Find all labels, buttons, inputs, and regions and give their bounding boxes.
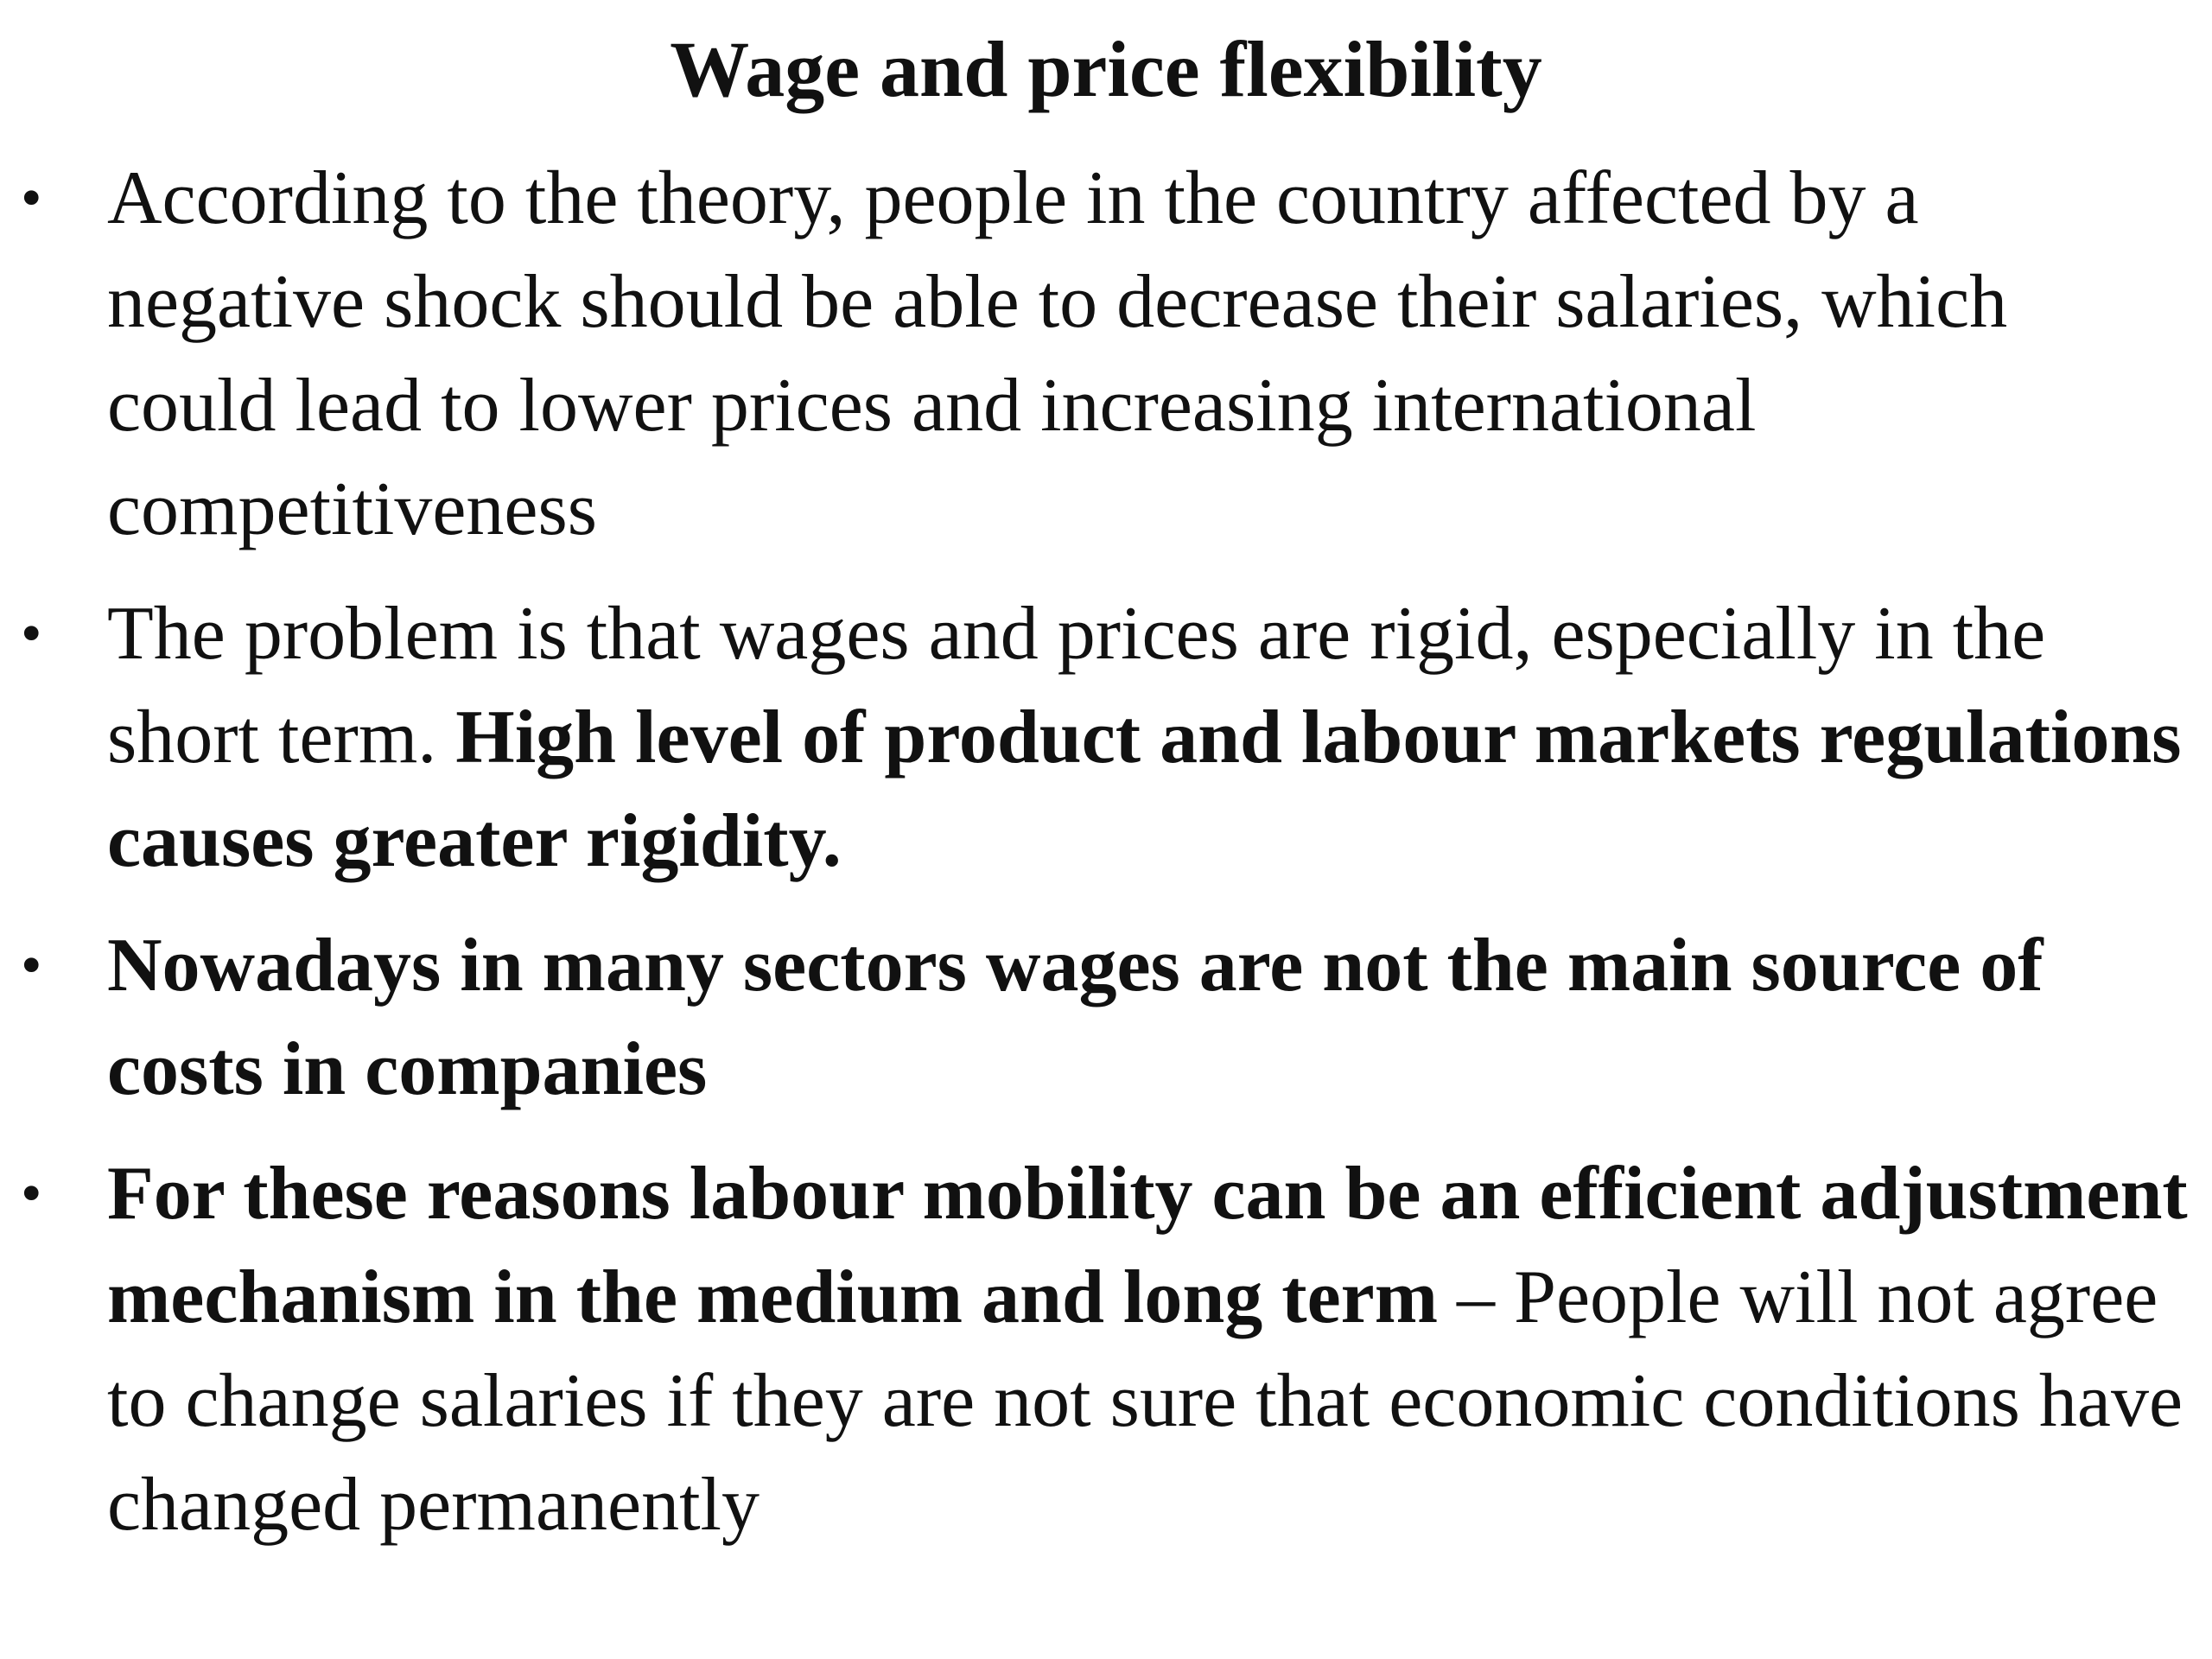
slide-title: Wage and price flexibility [670, 25, 1542, 113]
bullet-icon: • [21, 165, 42, 232]
bullet-icon: • [21, 932, 42, 999]
bullet-text: According to the theory, people in the country affected by a negative shock should be able to decrease their salaries, which could lead to lower prices and increasing international competitiveness [107, 156, 2008, 551]
bullet-item-4 [0, 1142, 2212, 1557]
bullet-bold-text: Nowadays in many sectors wages are not the main source of costs in companies [107, 924, 2044, 1111]
bullet-bold-text: High level of product and labour markets regulations causes greater rigidity. [107, 696, 2182, 883]
bullet-text: – People will not agree to change salaries if they are not sure that economic conditions have changed permanently [107, 1255, 2183, 1547]
bullet-item-1 [0, 147, 2212, 562]
bullet-list [0, 147, 2212, 1578]
bullet-text: The problem is that wages and prices are rigid, especially in the short term. [107, 592, 2046, 779]
bullet-icon: • [21, 601, 42, 667]
bullet-item-2 [0, 582, 2212, 893]
bullet-icon: • [21, 1160, 42, 1227]
bullet-bold-text: For these reasons labour mobility can be an efficient adjustment mechanism in the medium and long term [107, 1152, 2188, 1339]
bullet-item-3 [0, 914, 2212, 1122]
